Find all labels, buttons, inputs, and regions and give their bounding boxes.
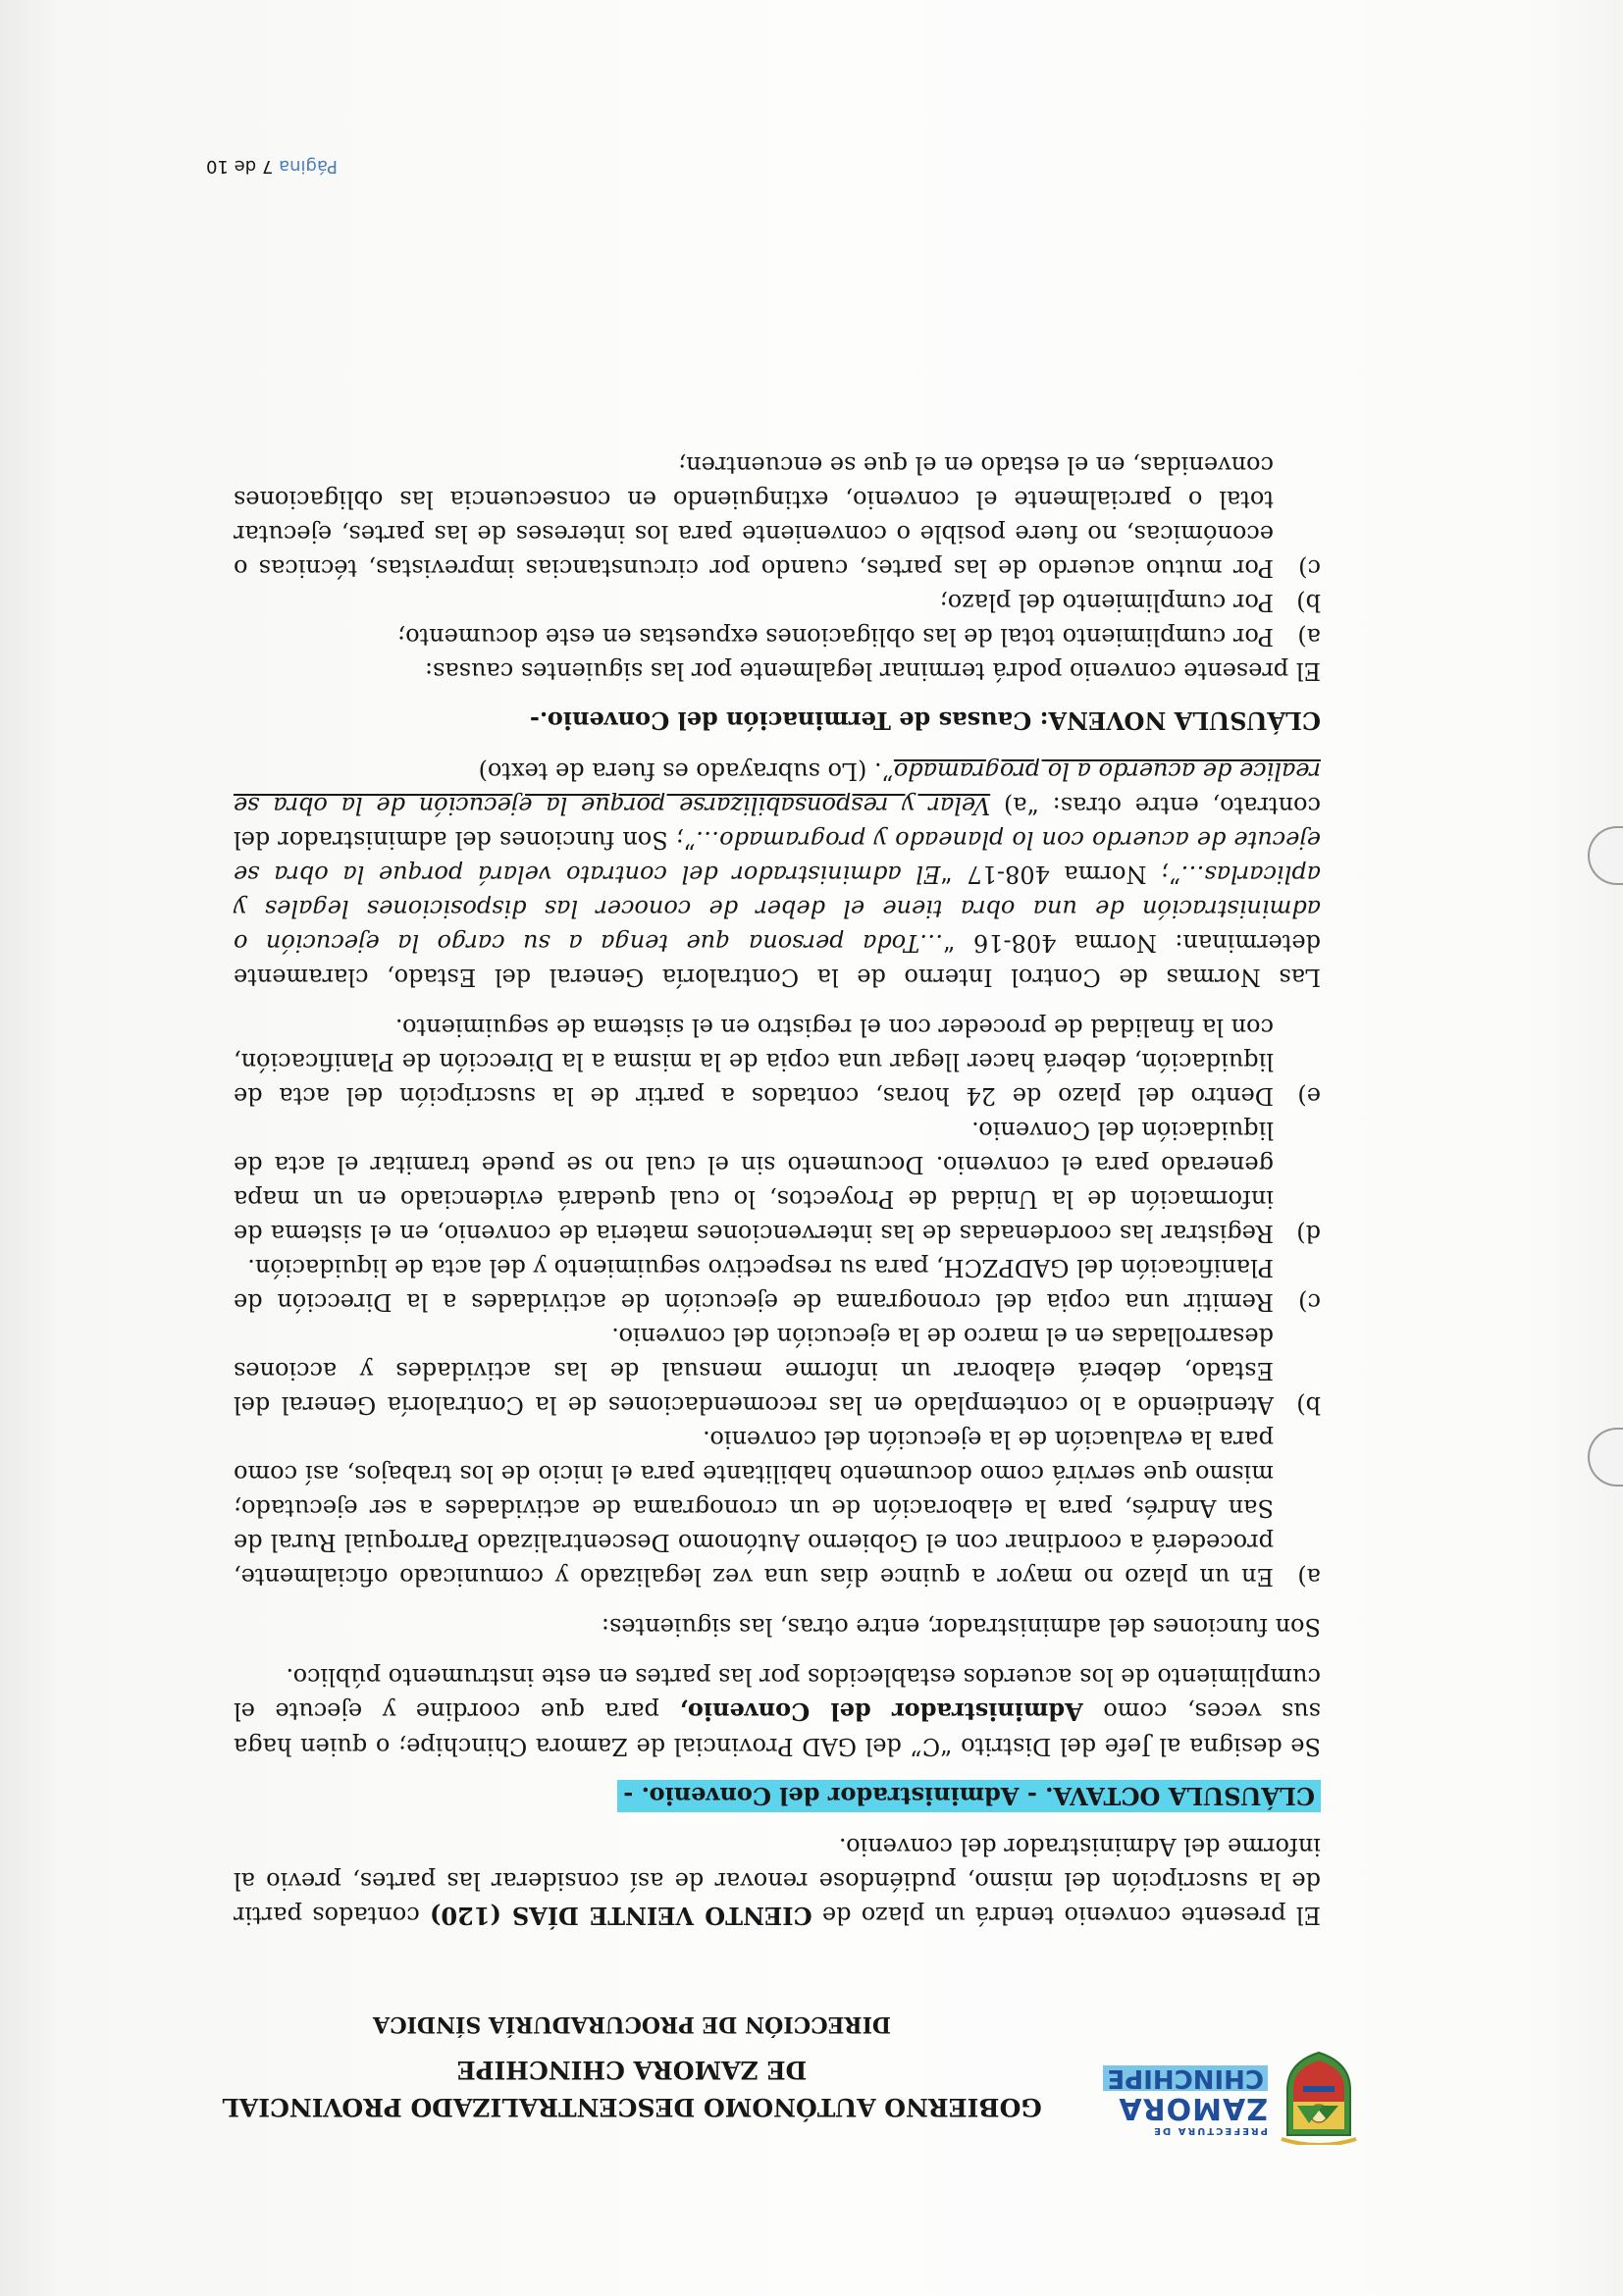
term-text-b: contados partir de la suscripción del mismo, pudiéndose renovar de así considerar las partes, previo al informe del Administrador del convenio. bbox=[234, 1833, 1321, 1929]
page-number bbox=[206, 156, 338, 177]
prefectura-brand bbox=[1103, 2065, 1268, 2135]
clause-eight-heading bbox=[234, 1779, 1321, 1813]
brand-name-line2: CHINCHIPE bbox=[1103, 2065, 1268, 2091]
page-current: 7 bbox=[261, 156, 274, 177]
term-text-a: El presente convenio tendrá un plazo de bbox=[812, 1902, 1321, 1929]
list-item-label: b) bbox=[1296, 589, 1321, 616]
letterhead bbox=[141, 2011, 1358, 2145]
norm-quote-2: El administrador del contrato velará porque la obra se ejecute de acuerdo con lo planeado y programado… bbox=[234, 826, 1321, 888]
list-item-label: e) bbox=[1297, 1082, 1321, 1110]
page-total: 10 bbox=[205, 156, 229, 177]
list-item-text: Atendiendo a lo contemplado en las recomendaciones de la Contraloría General del Estado, deberá elaborar un informe mensual de las actividades y acciones desarrolladas en el marco de la ejecución del convenio. bbox=[234, 1323, 1274, 1419]
functions-intro: Son funciones del administrador, entre otras, las siguientes: bbox=[601, 1613, 1321, 1641]
list-item-label: d) bbox=[1296, 1220, 1321, 1247]
designation-paragraph bbox=[234, 1659, 1321, 1763]
administrator-term: Administrador del Convenio, bbox=[679, 1697, 1083, 1726]
list-item bbox=[234, 1319, 1321, 1422]
termination-intro: El presente convenio podrá terminar legalmente por las siguientes causas: bbox=[425, 657, 1321, 685]
page-label: Página bbox=[279, 156, 338, 177]
list-item-text: Remitir una copia del cronograma de ejecución de actividades a la Dirección de Planificación del GADPZCH, para su respectivo seguimiento y del acta de liquidación. bbox=[234, 1254, 1274, 1316]
list-item-text: Dentro del plazo de 24 horas, contados a partir de la suscripción del acta de liquidación, deberá hacer llegar una copia de la misma a la Dirección de Planificación, con la finalidad de proceder con el registro en el sistema de seguimiento. bbox=[234, 1014, 1274, 1110]
list-item-label: a) bbox=[1297, 623, 1321, 651]
list-item-text: Registrar las coordenadas de las intervenciones materia de convenio, en el sistema de información de la Unidad de Proyectos, lo cual quedará evidenciado en un mapa generado para el convenio. Documento sin el cual no se puede tramitar el acta de liquidación del Convenio. bbox=[234, 1117, 1274, 1247]
norms-text-c: ”; Son funciones del administrador del contrato, entre otras: “a) bbox=[233, 792, 1321, 854]
highlighted-heading-text: CLÁUSULA OCTAVA. - Administrador del Convenio. - bbox=[617, 1780, 1321, 1812]
list-item-text: Por cumplimiento del plazo; bbox=[939, 589, 1274, 616]
page-of-label: de bbox=[234, 156, 257, 177]
brand-name-line1: ZAMORA bbox=[1118, 2091, 1268, 2125]
list-item bbox=[234, 1250, 1321, 1319]
list-item-text: En un plazo no mayor a quince días una vez legalizado y comunicado oficialmente, procederá a coordinar con el Gobierno Autónomo Descentralizado Parroquial Rural de San Andrés, para la elaboración de un cronograma de actividades a ser ejecutado; mismo que servirá como documento habilitante para el inicio de los trabajos, así como para la evaluación de la ejecución del convenio. bbox=[234, 1426, 1274, 1591]
term-duration: CIENTO VEINTE DÍAS (120) bbox=[430, 1902, 812, 1930]
list-item-label: b) bbox=[1296, 1391, 1321, 1419]
list-item bbox=[234, 585, 1321, 619]
norms-text-d: ”. (Lo subrayado es fuera de texto) bbox=[478, 757, 894, 785]
list-item-label: c) bbox=[1298, 1288, 1321, 1316]
norms-text-b: ”; Norma 408-17 “ bbox=[940, 861, 1181, 888]
binder-hole bbox=[1588, 826, 1623, 885]
provincial-coat-of-arms-logo bbox=[1280, 2051, 1358, 2145]
list-item-label: a) bbox=[1297, 1563, 1321, 1591]
list-item bbox=[234, 1422, 1321, 1593]
list-item-text: Por mutuo acuerdo de las partes, cuando por circunstancias imprevistas, técnicas o económicas, no fuere posible o conveniente para los intereses de las partes, ejecutar total o parcialmente el convenio, extinguiendo en consecuencia las obligaciones convenidas, en el estado en el que se encuentren; bbox=[234, 451, 1274, 582]
functions-list bbox=[234, 1010, 1321, 1593]
list-item bbox=[234, 1010, 1321, 1113]
document-body bbox=[234, 447, 1321, 1933]
list-item bbox=[234, 619, 1321, 653]
list-item bbox=[234, 447, 1321, 585]
control-norms-paragraph bbox=[234, 754, 1321, 994]
term-paragraph bbox=[234, 1829, 1321, 1933]
list-item-label: c) bbox=[1298, 554, 1321, 582]
organization-name-line2: DE ZAMORA CHINCHIPE bbox=[456, 2056, 808, 2084]
binder-hole bbox=[1588, 1428, 1623, 1487]
designation-text-a: Se designa al Jefe del Distrito “C” del GAD Provincial de Zamora Chinchipe; o quien haga sus veces, como bbox=[234, 1697, 1321, 1760]
list-item bbox=[234, 1113, 1321, 1250]
clause-nine-heading: CLÁUSULA NOVENA: Causas de Terminación del Convenio.- bbox=[529, 706, 1321, 735]
department-title: DIRECCIÓN DE PROCURADURÍA SÍNDICA bbox=[373, 2011, 892, 2037]
list-item-text: Por cumplimiento total de las obligaciones expuestas en este documento; bbox=[397, 623, 1274, 651]
organization-name-line1: GOBIERNO AUTÓNOMO DESCENTRALIZADO PROVINCIAL bbox=[222, 2093, 1042, 2121]
organization-name bbox=[190, 2051, 1073, 2125]
norms-text-a: Las Normas de Control Interno de la Contraloría General del Estado, claramente determinan: Norma 408-16 “ bbox=[234, 929, 1321, 991]
norm-quote-1: …Toda persona que tenga a su cargo la ejecución o administración de una obra tiene el deber de conocer las disposiciones legales y aplicarlas… bbox=[234, 861, 1321, 957]
brand-small-text: PREFECTURA DE bbox=[1152, 2125, 1268, 2136]
norm-quote-3-underlined: Velar y responsabilizarse porque la ejecución de la obra se realice de acuerdo a lo programado bbox=[234, 757, 1321, 819]
termination-list bbox=[234, 447, 1321, 653]
designation-text-b: para que coordine y ejecute el cumplimiento de los acuerdos establecidos por las partes en este instrumento público. bbox=[234, 1663, 1321, 1725]
